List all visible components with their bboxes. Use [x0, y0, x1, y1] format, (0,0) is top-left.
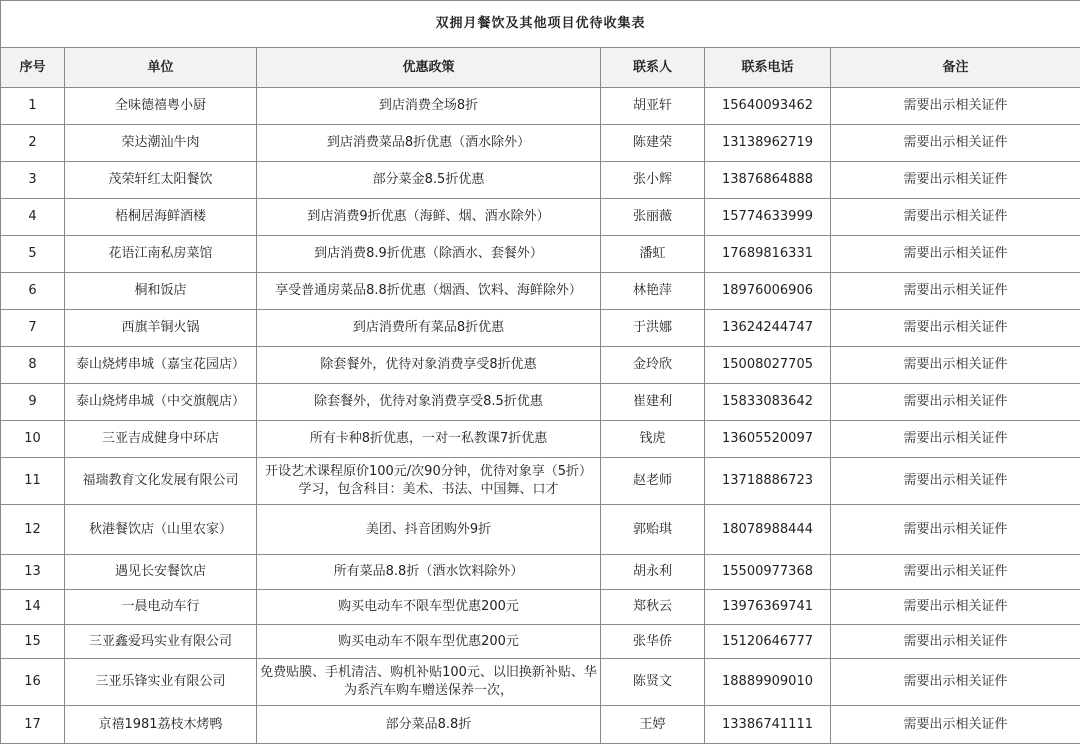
- row-note: 需要出示相关证件: [831, 88, 1080, 125]
- row-note: 需要出示相关证件: [831, 384, 1080, 421]
- row-unit: 荣达潮汕牛肉: [65, 125, 257, 162]
- table-row: [1, 625, 1080, 659]
- header-row: [1, 48, 1080, 88]
- row-phone: 15120646777: [705, 625, 831, 659]
- row-unit: 三亚乐锋实业有限公司: [65, 659, 257, 706]
- row-unit: 泰山烧烤串城（嘉宝花园店）: [65, 347, 257, 384]
- row-no: 9: [1, 384, 65, 421]
- header-contact: 联系人: [601, 48, 705, 88]
- table-row: [1, 590, 1080, 625]
- row-note: 需要出示相关证件: [831, 590, 1080, 625]
- row-unit: 京禧1981荔枝木烤鸭: [65, 706, 257, 744]
- row-contact: 陈建荣: [601, 125, 705, 162]
- row-no: 2: [1, 125, 65, 162]
- row-contact: 林艳萍: [601, 273, 705, 310]
- row-phone: 13386741111: [705, 706, 831, 744]
- row-no: 16: [1, 659, 65, 706]
- row-contact: 潘虹: [601, 236, 705, 273]
- table-row: [1, 505, 1080, 555]
- table-row: [1, 162, 1080, 199]
- header-note: 备注: [831, 48, 1080, 88]
- row-phone: 13976369741: [705, 590, 831, 625]
- table-row: [1, 659, 1080, 706]
- row-no: 15: [1, 625, 65, 659]
- row-phone: 17689816331: [705, 236, 831, 273]
- table-body: [1, 88, 1080, 744]
- table-row: [1, 310, 1080, 347]
- row-policy: 美团、抖音团购外9折: [257, 505, 601, 555]
- table-row: [1, 273, 1080, 310]
- row-no: 11: [1, 458, 65, 505]
- table-row: [1, 706, 1080, 744]
- row-policy: 所有卡种8折优惠，一对一私教课7折优惠: [257, 421, 601, 458]
- row-note: 需要出示相关证件: [831, 625, 1080, 659]
- row-note: 需要出示相关证件: [831, 273, 1080, 310]
- table-title: 双拥月餐饮及其他项目优待收集表: [1, 1, 1080, 48]
- row-contact: 郑秋云: [601, 590, 705, 625]
- table-row: [1, 384, 1080, 421]
- row-phone: 15008027705: [705, 347, 831, 384]
- row-no: 4: [1, 199, 65, 236]
- row-no: 17: [1, 706, 65, 744]
- row-contact: 赵老师: [601, 458, 705, 505]
- row-unit: 三亚鑫爱玛实业有限公司: [65, 625, 257, 659]
- row-note: 需要出示相关证件: [831, 659, 1080, 706]
- row-unit: 福瑞教育文化发展有限公司: [65, 458, 257, 505]
- header-no: 序号: [1, 48, 65, 88]
- row-no: 13: [1, 555, 65, 590]
- row-contact: 金玲欣: [601, 347, 705, 384]
- table-row: [1, 199, 1080, 236]
- table-row: [1, 555, 1080, 590]
- row-unit: 一晨电动车行: [65, 590, 257, 625]
- row-phone: 15640093462: [705, 88, 831, 125]
- table-row: [1, 236, 1080, 273]
- row-note: 需要出示相关证件: [831, 458, 1080, 505]
- table-row: [1, 347, 1080, 384]
- row-policy: 除套餐外，优待对象消费享受8折优惠: [257, 347, 601, 384]
- row-contact: 张华侨: [601, 625, 705, 659]
- row-policy: 除套餐外，优待对象消费享受8.5折优惠: [257, 384, 601, 421]
- row-policy: 购买电动车不限车型优惠200元: [257, 590, 601, 625]
- row-note: 需要出示相关证件: [831, 505, 1080, 555]
- row-unit: 泰山烧烤串城（中交旗舰店）: [65, 384, 257, 421]
- table-row: [1, 125, 1080, 162]
- row-contact: 胡永利: [601, 555, 705, 590]
- row-policy: 部分菜金8.5折优惠: [257, 162, 601, 199]
- row-phone: 18078988444: [705, 505, 831, 555]
- row-policy: 所有菜品8.8折（酒水饮料除外）: [257, 555, 601, 590]
- row-phone: 13718886723: [705, 458, 831, 505]
- row-contact: 胡亚轩: [601, 88, 705, 125]
- row-note: 需要出示相关证件: [831, 347, 1080, 384]
- row-no: 14: [1, 590, 65, 625]
- row-contact: 陈贤文: [601, 659, 705, 706]
- row-phone: 18976006906: [705, 273, 831, 310]
- row-phone: 18889909010: [705, 659, 831, 706]
- row-no: 7: [1, 310, 65, 347]
- row-phone: 13876864888: [705, 162, 831, 199]
- row-note: 需要出示相关证件: [831, 199, 1080, 236]
- row-phone: 15500977368: [705, 555, 831, 590]
- table-row: [1, 88, 1080, 125]
- row-contact: 王婷: [601, 706, 705, 744]
- row-unit: 三亚吉成健身中环店: [65, 421, 257, 458]
- row-unit: 遇见长安餐饮店: [65, 555, 257, 590]
- row-contact: 郭贻琪: [601, 505, 705, 555]
- row-no: 5: [1, 236, 65, 273]
- row-policy: 购买电动车不限车型优惠200元: [257, 625, 601, 659]
- table-row: [1, 458, 1080, 505]
- row-policy: 开设艺术课程原价100元/次90分钟，优待对象享（5折）学习，包含科目：美术、书法、中国舞、口才: [257, 458, 601, 505]
- row-unit: 梧桐居海鲜酒楼: [65, 199, 257, 236]
- row-unit: 花语江南私房菜馆: [65, 236, 257, 273]
- header-unit: 单位: [65, 48, 257, 88]
- row-phone: 13605520097: [705, 421, 831, 458]
- row-no: 12: [1, 505, 65, 555]
- row-policy: 免费贴膜、手机清洁、购机补贴100元、以旧换新补贴、华为系汽车购车赠送保养一次，: [257, 659, 601, 706]
- header-policy: 优惠政策: [257, 48, 601, 88]
- row-note: 需要出示相关证件: [831, 236, 1080, 273]
- row-contact: 崔建利: [601, 384, 705, 421]
- row-policy: 到店消费8.9折优惠（除酒水、套餐外）: [257, 236, 601, 273]
- row-note: 需要出示相关证件: [831, 421, 1080, 458]
- row-phone: 13138962719: [705, 125, 831, 162]
- row-phone: 13624244747: [705, 310, 831, 347]
- row-no: 10: [1, 421, 65, 458]
- header-phone: 联系电话: [705, 48, 831, 88]
- row-unit: 秋港餐饮店（山里农家）: [65, 505, 257, 555]
- row-unit: 桐和饭店: [65, 273, 257, 310]
- row-policy: 到店消费菜品8折优惠（酒水除外）: [257, 125, 601, 162]
- row-contact: 钱虎: [601, 421, 705, 458]
- row-no: 3: [1, 162, 65, 199]
- row-unit: 全味德禧粤小厨: [65, 88, 257, 125]
- row-policy: 到店消费9折优惠（海鲜、烟、酒水除外）: [257, 199, 601, 236]
- row-contact: 张小辉: [601, 162, 705, 199]
- row-no: 8: [1, 347, 65, 384]
- table-row: [1, 421, 1080, 458]
- row-phone: 15774633999: [705, 199, 831, 236]
- row-policy: 享受普通房菜品8.8折优惠（烟酒、饮料、海鲜除外）: [257, 273, 601, 310]
- row-note: 需要出示相关证件: [831, 555, 1080, 590]
- row-phone: 15833083642: [705, 384, 831, 421]
- row-note: 需要出示相关证件: [831, 125, 1080, 162]
- row-unit: 茂荣轩红太阳餐饮: [65, 162, 257, 199]
- row-unit: 西旗羊铜火锅: [65, 310, 257, 347]
- row-note: 需要出示相关证件: [831, 162, 1080, 199]
- row-contact: 张丽薇: [601, 199, 705, 236]
- row-note: 需要出示相关证件: [831, 310, 1080, 347]
- row-no: 6: [1, 273, 65, 310]
- row-contact: 于洪娜: [601, 310, 705, 347]
- row-note: 需要出示相关证件: [831, 706, 1080, 744]
- row-policy: 部分菜品8.8折: [257, 706, 601, 744]
- row-policy: 到店消费全场8折: [257, 88, 601, 125]
- row-no: 1: [1, 88, 65, 125]
- row-policy: 到店消费所有菜品8折优惠: [257, 310, 601, 347]
